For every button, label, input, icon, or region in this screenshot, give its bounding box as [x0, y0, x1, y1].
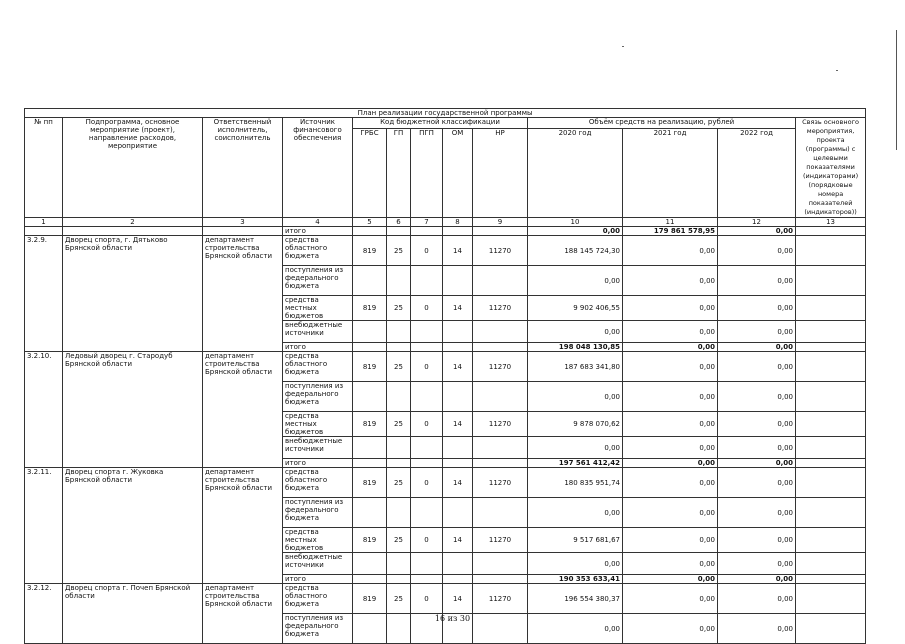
row-2020: 0,00 — [528, 553, 623, 575]
row-source: средства местных бюджетов — [283, 296, 353, 321]
row-nr — [473, 498, 528, 528]
header-2022: 2022 год — [718, 128, 796, 217]
header-om: ОМ — [443, 128, 473, 217]
row-2021: 0,00 — [623, 584, 718, 614]
row-2020: 0,00 — [528, 321, 623, 343]
program-plan-table — [24, 108, 866, 644]
col-number: 8 — [443, 218, 473, 227]
row-grbs: 819 — [353, 296, 387, 321]
row-link — [796, 498, 866, 528]
row-pgp: 0 — [411, 352, 443, 382]
row-om — [443, 382, 473, 412]
row-grbs — [353, 321, 387, 343]
row-gp — [387, 437, 411, 459]
col-number: 5 — [353, 218, 387, 227]
row-2022: 0,00 — [718, 352, 796, 382]
row-subprogram: Ледовый дворец г. Стародуб Брянской области — [63, 352, 203, 468]
row-2022: 0,00 — [718, 553, 796, 575]
row-2021: 0,00 — [623, 468, 718, 498]
row-gp: 25 — [387, 468, 411, 498]
row-link — [796, 468, 866, 498]
page-edge-mark — [896, 30, 897, 150]
row-2020: 0,00 — [528, 614, 623, 644]
row-2020: 9 517 681,67 — [528, 528, 623, 553]
row-2022: 0,00 — [718, 236, 796, 266]
row-link — [796, 321, 866, 343]
row-nr: 11270 — [473, 412, 528, 437]
row-source: поступления из федерального бюджета — [283, 498, 353, 528]
col-number: 12 — [718, 218, 796, 227]
row-nr — [473, 382, 528, 412]
row-responsible: департамент строительства Брянской области — [203, 236, 283, 352]
row-source: средства областного бюджета — [283, 236, 353, 266]
row-source: средства областного бюджета — [283, 468, 353, 498]
row-source: поступления из федерального бюджета — [283, 614, 353, 644]
row-link — [796, 352, 866, 382]
row-responsible: департамент строительства Брянской области — [203, 584, 283, 644]
table-row — [25, 236, 866, 266]
row-responsible: департамент строительства Брянской области — [203, 352, 283, 468]
row-nr: 11270 — [473, 296, 528, 321]
row-2022: 0,00 — [718, 584, 796, 614]
row-2021: 0,00 — [623, 321, 718, 343]
header-grbs: ГРБС — [353, 128, 387, 217]
row-pgp — [411, 498, 443, 528]
row-npp: 3.2.11. — [25, 468, 63, 584]
col-number: 7 — [411, 218, 443, 227]
row-gp — [387, 321, 411, 343]
total-2020: 0,00 — [528, 227, 623, 236]
row-2021: 0,00 — [623, 236, 718, 266]
header-pgp: ПГП — [411, 128, 443, 217]
row-2022: 0,00 — [718, 296, 796, 321]
row-2021: 0,00 — [623, 553, 718, 575]
total-label: итого — [283, 343, 353, 352]
group-header-row — [25, 118, 866, 129]
total-2020: 198 048 130,85 — [528, 343, 623, 352]
row-gp: 25 — [387, 584, 411, 614]
row-2022: 0,00 — [718, 468, 796, 498]
col-number: 13 — [796, 218, 866, 227]
row-link — [796, 266, 866, 296]
table-row — [25, 468, 866, 498]
row-pgp — [411, 266, 443, 296]
row-2021: 0,00 — [623, 437, 718, 459]
table-title-row — [25, 109, 866, 118]
row-nr — [473, 437, 528, 459]
row-gp: 25 — [387, 528, 411, 553]
total-2021: 0,00 — [623, 343, 718, 352]
scan-speck — [622, 46, 624, 47]
row-grbs — [353, 553, 387, 575]
total-2022: 0,00 — [718, 227, 796, 236]
row-2021: 0,00 — [623, 296, 718, 321]
table-title: План реализации государственной программы — [25, 109, 866, 118]
row-pgp — [411, 437, 443, 459]
header-npp: № пп — [25, 118, 63, 218]
row-2022: 0,00 — [718, 528, 796, 553]
row-source: средства местных бюджетов — [283, 528, 353, 553]
col-number: 10 — [528, 218, 623, 227]
col-number: 1 — [25, 218, 63, 227]
row-gp — [387, 266, 411, 296]
row-source: внебюджетные источники — [283, 321, 353, 343]
header-source: Источник финансового обеспечения — [283, 118, 353, 218]
row-source: поступления из федерального бюджета — [283, 266, 353, 296]
header-volume-group: Объём средств на реализацию, рублей — [528, 118, 796, 129]
row-2022: 0,00 — [718, 437, 796, 459]
row-2022: 0,00 — [718, 382, 796, 412]
row-2020: 187 683 341,80 — [528, 352, 623, 382]
row-om: 14 — [443, 352, 473, 382]
col-number: 3 — [203, 218, 283, 227]
page-number: 16 из 30 — [434, 614, 471, 623]
row-gp — [387, 553, 411, 575]
row-nr: 11270 — [473, 236, 528, 266]
total-label: итого — [283, 227, 353, 236]
row-grbs: 819 — [353, 468, 387, 498]
row-2022: 0,00 — [718, 321, 796, 343]
header-link: Связь основного мероприятия, проекта (программы) с целевыми показателями (индикаторами) (порядковые номера показателей (индикаторов)) — [796, 118, 866, 218]
row-link — [796, 296, 866, 321]
row-om — [443, 553, 473, 575]
row-nr — [473, 321, 528, 343]
row-2021: 0,00 — [623, 614, 718, 644]
row-pgp: 0 — [411, 584, 443, 614]
row-om: 14 — [443, 584, 473, 614]
header-kbk-group: Код бюджетной классификации — [353, 118, 528, 129]
row-gp — [387, 498, 411, 528]
row-om: 14 — [443, 236, 473, 266]
header-responsible: Ответственный исполнитель, соисполнитель — [203, 118, 283, 218]
row-gp — [387, 382, 411, 412]
row-nr — [473, 266, 528, 296]
row-grbs — [353, 266, 387, 296]
row-2020: 9 878 070,62 — [528, 412, 623, 437]
row-source: внебюджетные источники — [283, 553, 353, 575]
row-link — [796, 553, 866, 575]
row-nr: 11270 — [473, 352, 528, 382]
row-npp: 3.2.9. — [25, 236, 63, 352]
scan-speck — [836, 70, 838, 71]
row-om — [443, 321, 473, 343]
row-om — [443, 498, 473, 528]
row-link — [796, 584, 866, 614]
row-responsible: департамент строительства Брянской области — [203, 468, 283, 584]
row-2020: 0,00 — [528, 382, 623, 412]
row-2020: 0,00 — [528, 498, 623, 528]
row-pgp: 0 — [411, 412, 443, 437]
row-om: 14 — [443, 528, 473, 553]
row-2021: 0,00 — [623, 382, 718, 412]
total-2021: 0,00 — [623, 575, 718, 584]
row-2021: 0,00 — [623, 352, 718, 382]
row-grbs: 819 — [353, 584, 387, 614]
column-number-row — [25, 218, 866, 227]
row-pgp: 0 — [411, 528, 443, 553]
row-grbs: 819 — [353, 412, 387, 437]
row-npp: 3.2.10. — [25, 352, 63, 468]
row-2022: 0,00 — [718, 614, 796, 644]
row-npp: 3.2.12. — [25, 584, 63, 644]
row-2020: 180 835 951,74 — [528, 468, 623, 498]
row-subprogram: Дворец спорта, г. Дятьково Брянской области — [63, 236, 203, 352]
row-source: средства местных бюджетов — [283, 412, 353, 437]
row-source: средства областного бюджета — [283, 352, 353, 382]
total-2022: 0,00 — [718, 343, 796, 352]
total-2020: 190 353 633,41 — [528, 575, 623, 584]
row-source: поступления из федерального бюджета — [283, 382, 353, 412]
total-2022: 0,00 — [718, 459, 796, 468]
total-2021: 179 861 578,95 — [623, 227, 718, 236]
row-2021: 0,00 — [623, 412, 718, 437]
header-2021: 2021 год — [623, 128, 718, 217]
row-grbs: 819 — [353, 352, 387, 382]
row-gp: 25 — [387, 352, 411, 382]
row-2020: 9 902 406,55 — [528, 296, 623, 321]
row-grbs — [353, 437, 387, 459]
row-2021: 0,00 — [623, 528, 718, 553]
col-number: 4 — [283, 218, 353, 227]
row-subprogram: Дворец спорта г. Жуковка Брянской области — [63, 468, 203, 584]
row-nr: 11270 — [473, 584, 528, 614]
row-om — [443, 266, 473, 296]
prev-total-row — [25, 227, 866, 236]
row-2022: 0,00 — [718, 498, 796, 528]
row-om: 14 — [443, 468, 473, 498]
row-2021: 0,00 — [623, 266, 718, 296]
row-pgp — [411, 382, 443, 412]
row-grbs — [353, 382, 387, 412]
row-grbs: 819 — [353, 236, 387, 266]
header-gp: ГП — [387, 128, 411, 217]
col-number: 2 — [63, 218, 203, 227]
row-nr: 11270 — [473, 528, 528, 553]
row-2020: 196 554 380,37 — [528, 584, 623, 614]
row-gp: 25 — [387, 236, 411, 266]
row-nr: 11270 — [473, 468, 528, 498]
header-2020: 2020 год — [528, 128, 623, 217]
row-pgp — [411, 321, 443, 343]
row-pgp: 0 — [411, 236, 443, 266]
total-2021: 0,00 — [623, 459, 718, 468]
row-link — [796, 437, 866, 459]
row-om — [443, 437, 473, 459]
total-2020: 197 561 412,42 — [528, 459, 623, 468]
row-2020: 0,00 — [528, 437, 623, 459]
row-grbs — [353, 498, 387, 528]
col-number: 6 — [387, 218, 411, 227]
row-gp: 25 — [387, 296, 411, 321]
row-pgp: 0 — [411, 296, 443, 321]
row-2022: 0,00 — [718, 266, 796, 296]
row-link — [796, 236, 866, 266]
row-om: 14 — [443, 412, 473, 437]
row-gp: 25 — [387, 412, 411, 437]
total-label: итого — [283, 459, 353, 468]
row-pgp: 0 — [411, 468, 443, 498]
table-row — [25, 352, 866, 382]
header-subprogram: Подпрограмма, основное мероприятие (проект), направление расходов, мероприятие — [63, 118, 203, 218]
row-source: средства областного бюджета — [283, 584, 353, 614]
table-row — [25, 584, 866, 614]
col-number: 11 — [623, 218, 718, 227]
row-link — [796, 382, 866, 412]
row-nr — [473, 553, 528, 575]
header-nr: НР — [473, 128, 528, 217]
total-2022: 0,00 — [718, 575, 796, 584]
col-number: 9 — [473, 218, 528, 227]
row-source: внебюджетные источники — [283, 437, 353, 459]
row-grbs: 819 — [353, 528, 387, 553]
row-2022: 0,00 — [718, 412, 796, 437]
row-pgp — [411, 553, 443, 575]
row-subprogram: Дворец спорта г. Почеп Брянской области — [63, 584, 203, 644]
row-2020: 188 145 724,30 — [528, 236, 623, 266]
row-link — [796, 412, 866, 437]
row-om: 14 — [443, 296, 473, 321]
row-2021: 0,00 — [623, 498, 718, 528]
row-link — [796, 528, 866, 553]
row-2020: 0,00 — [528, 266, 623, 296]
total-label: итого — [283, 575, 353, 584]
